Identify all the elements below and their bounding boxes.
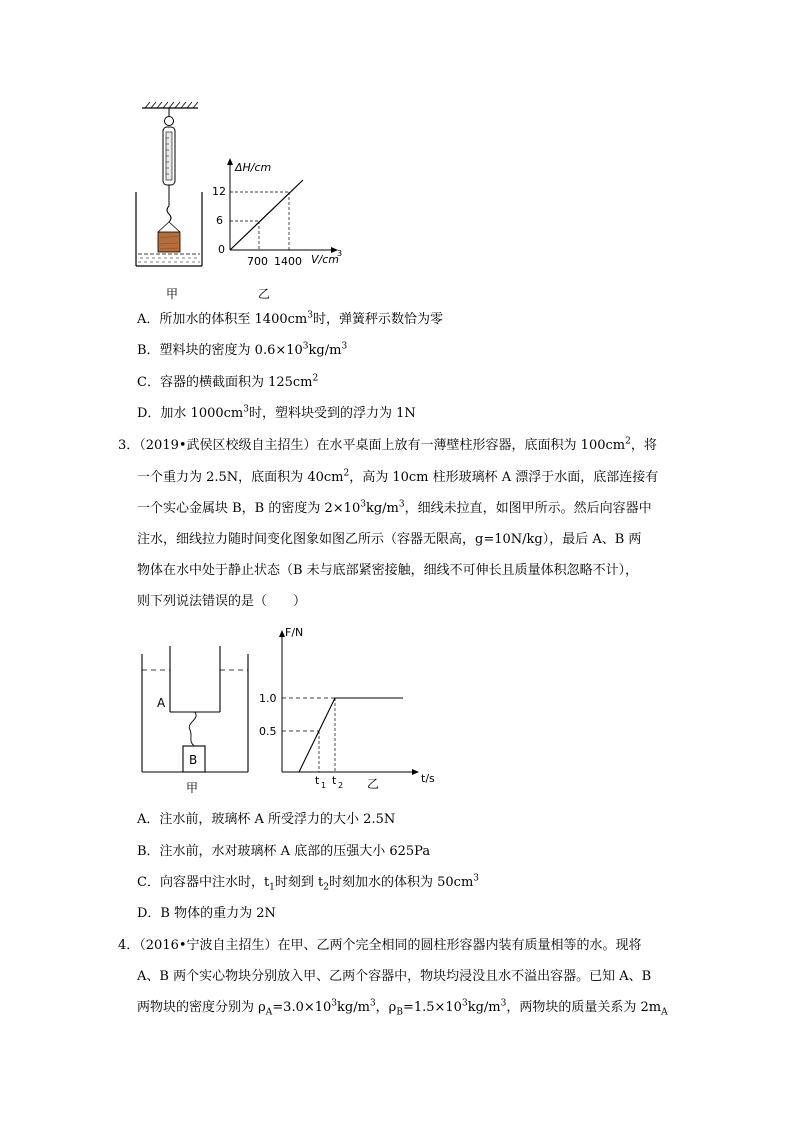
- q2-graph-y-label: ΔH/cm: [235, 161, 272, 174]
- q2-graph-ytick-0: 0: [218, 243, 225, 256]
- q3-graph-ytick-05: 0.5: [259, 725, 277, 738]
- q2-option-c: C．容器的横截面积为 $125cm^2$: [137, 373, 319, 390]
- q3-container-figure: [138, 640, 253, 775]
- q3-line-1: 3．（2019•武侯区校级自主招生）在水平桌面上放有一薄壁柱形容器，底面积为 $100cm^2$，将: [118, 436, 657, 453]
- q3-line-5: 物体在水中处于静止状态（B 未与底部紧密接触，细线不可伸长且质量体积忽略不计），: [137, 563, 639, 578]
- q2-graph-xtick-1400: 1400: [274, 255, 302, 268]
- q3-option-c: C．向容器中注水时，$t_1$时刻到 $t_2$时刻加水的体积为 $50cm^3$: [137, 873, 480, 893]
- q3-label-b: B: [189, 753, 198, 767]
- q2-graph-xtick-700: 700: [247, 255, 268, 268]
- q3-graph-t2: t: [332, 774, 337, 787]
- q3-line-2: 一个重力为 2.5N，底面积为 $40cm^2$，高为 10cm 柱形玻璃杯 A 漂浮于水面，底部连接有: [137, 468, 659, 485]
- q4-line-3: 两物块的密度分别为 $\rho_A=3.0\times 10^3kg/m^3$，$\rho_B=1.5\times 10^3kg/m^3$，两物块的质量关系为 $2m_A$: [137, 998, 668, 1018]
- q3-line-4: 注水，细线拉力随时间变化图象如图乙所示（容器无限高，g=10N/kg），最后 A、B 两: [137, 532, 642, 547]
- q3-graph-caption: 乙: [367, 777, 380, 791]
- q2-deltaH-volume-graph: [212, 155, 345, 268]
- q3-graph-x-label: t/s: [421, 772, 435, 785]
- q2-graph-ytick-6: 6: [216, 214, 223, 227]
- q2-option-b: B．塑料块的密度为 $0.6\times 10^3kg/m^3$: [137, 341, 348, 358]
- q3-graph-t1-sub: 1: [321, 781, 327, 790]
- q2-option-a: A．所加水的体积至 $1400cm^3$时，弹簧秤示数恰为零: [137, 310, 443, 327]
- q3-line-6: 则下列说法错误的是（ ）: [137, 594, 307, 609]
- q2-graph-x-label-sup: 3: [337, 249, 343, 258]
- q2-option-d: D．加水 $1000cm^3$时，塑料块受到的浮力为 1N: [137, 404, 416, 421]
- q3-option-d: D．B 物体的重力为 2N: [137, 906, 276, 921]
- q2-apparatus-figure: [130, 100, 220, 272]
- q4-line-2: A、B 两个实心物块分别放入甲、乙两个容器中，物块均浸没且水不溢出容器。已知 A、B: [137, 969, 652, 984]
- q3-graph-t2-sub: 2: [338, 781, 344, 790]
- q3-graph-y-label: F/N: [285, 626, 304, 639]
- q2-graph-x-label: V/cm: [311, 253, 339, 266]
- q2-graph-ytick-12: 12: [212, 185, 226, 198]
- q2-figure-caption-right: 乙: [258, 287, 271, 301]
- q3-line-3: 一个实心金属块 B，B 的密度为 $2\times 10^3kg/m^3$，细线未拉直，如图甲所示。然后向容器中: [137, 499, 652, 516]
- q3-label-a: A: [157, 696, 166, 710]
- q3-force-time-graph: [255, 620, 450, 792]
- q3-graph-t1: t: [315, 774, 320, 787]
- q2-figure-caption-left: 甲: [166, 287, 179, 301]
- q3-graph-ytick-1: 1.0: [259, 692, 277, 705]
- q3-option-b: B．注水前，水对玻璃杯 A 底部的压强大小 625Pa: [137, 844, 431, 859]
- q3-figure-caption-left: 甲: [186, 781, 199, 795]
- q4-line-1: 4．（2016•宁波自主招生）在甲、乙两个完全相同的圆柱形容器内装有质量相等的水。现将: [118, 938, 642, 953]
- q3-option-a: A．注水前，玻璃杯 A 所受浮力的大小 2.5N: [137, 812, 396, 827]
